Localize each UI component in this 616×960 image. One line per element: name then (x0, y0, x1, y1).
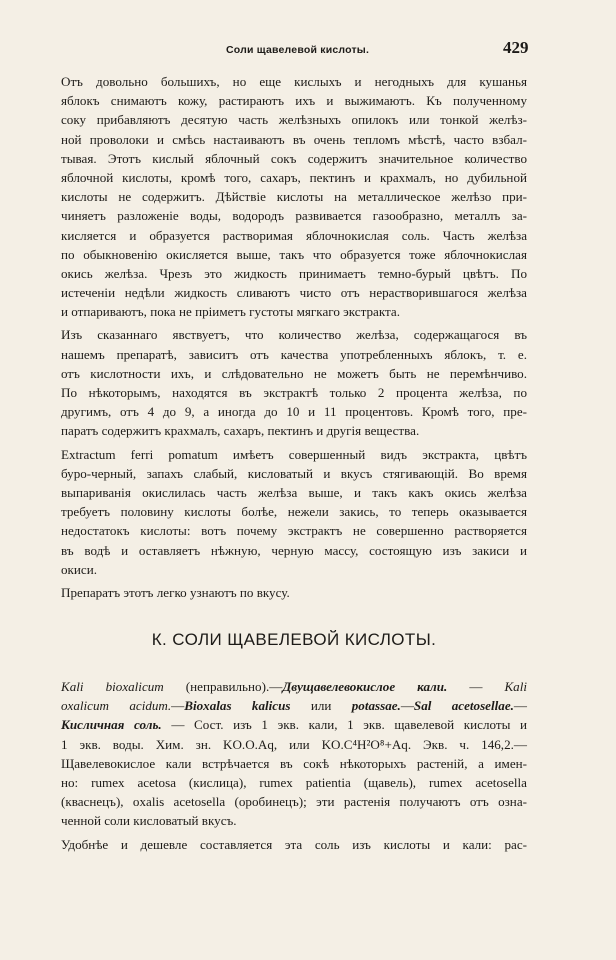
text-line: нашемъ препаратѣ, зависитъ отъ качества употребленныхъ яблокъ, т. е. (61, 346, 527, 362)
russian-term: Двущавелевокислое кали. (282, 679, 448, 695)
latin-term: Kali bioxalicum (61, 679, 164, 695)
text-line: недостатокъ кислоты: вотъ почему экстрактъ не совершенно растворяется (61, 523, 527, 539)
section-heading: К. СОЛИ ЩАВЕЛЕВОЙ КИСЛОТЫ. (151, 630, 437, 650)
text-line: и отпариваютъ, пока не пріиметъ густоты мягкаго экстракта. (61, 304, 401, 320)
text-line: ной проволоки и смѣсь настаиваютъ въ очень тепломъ мѣстѣ, часто взбал- (61, 131, 527, 147)
text-line: Отъ довольно большихъ, но еще кислыхъ и негодныхъ для кушанья (61, 74, 527, 89)
latin-term: Bioxalas kalicus (184, 698, 291, 714)
text-line: Kali bioxalicum (неправильно).—Двущавелевокислое кали. — Kali (61, 679, 528, 695)
text-line: но: rumex acetosa (кислица), rumex patientia (щавель), rumex acetosella (61, 775, 527, 790)
latin-term: Kali (504, 679, 528, 695)
text-line: кислоты не содержитъ. Дѣйствіе кислоты на металлическое желѣзо при- (61, 189, 527, 205)
text-line: требуетъ половину кислоты болѣе, нежели закись, то теперь оказывается (61, 504, 527, 520)
latin-term: Sal acetosellae. (413, 698, 514, 714)
text-line: Extractum ferri pomatum имѣетъ совершенный видъ экстракта, цвѣтъ (61, 446, 527, 462)
paragraph-3 (61, 445, 527, 579)
text-line: выпариванія окислилась часть желѣза выше, и такъ какъ окись желѣза (61, 484, 527, 500)
page-body (61, 72, 527, 854)
text-line: буро-черный, запахъ слабый, кисловатый и вкусъ стягивающій. Во время (61, 465, 527, 481)
text-line: окись желѣза. Чрезъ это жидкость принимаетъ темно-бурый цвѣтъ. По (61, 265, 527, 281)
text-line: соку прибавляютъ десятую часть желѣзныхъ опилокъ или тонкой желѣз- (61, 112, 527, 128)
text-line: oxalicum acidum.—Bioxalas kalicus или potassae.—Sal acetosellae.— (61, 698, 527, 714)
text-line: 1 экв. воды. Хим. зн. KO.O.Aq, или KO.C⁴H²O⁸+Aq. Экв. ч. 146,2.— (61, 736, 527, 752)
latin-term: potassae. (351, 698, 401, 714)
text-line: кисляется и образуется растворимая яблочнокислая соль. Часть желѣза (61, 227, 527, 243)
running-title: Соли щавелевой кислоты. (226, 44, 370, 56)
text-line: Щавелевокислое кали встрѣчается въ сокѣ нѣкоторыхъ растеній, а имен- (61, 755, 527, 771)
text-line: По нѣкоторымъ, находятся въ экстрактѣ только 2 процента желѣза, по (61, 385, 527, 400)
text-line: паратъ содержитъ крахмалъ, сахаръ, пектинъ и другія вещества. (61, 423, 420, 439)
paragraph-4 (61, 583, 527, 602)
text-line: тывая. Этотъ кислый яблочный сокъ содержитъ значительное количество (61, 150, 527, 166)
text-line: Изъ сказаннаго явствуетъ, что количество желѣза, содержащагося въ (61, 327, 527, 343)
text-line: окиси. (61, 561, 98, 577)
page-header (0, 38, 616, 60)
text-line: Кисличная соль. — Сост. изъ 1 экв. кали, 1 экв. щавелевой кислоты и (61, 717, 527, 733)
paragraph-1 (61, 72, 527, 321)
paragraph-5 (61, 677, 527, 831)
russian-term: Кисличная соль. (61, 717, 162, 733)
text-line: истеченіи недѣли жидкость сливаютъ чисто отъ нерастворившагося желѣза (61, 285, 527, 301)
text-line: чиняетъ разложеніе воды, водородъ развивается газообразно, металлъ за- (61, 208, 527, 224)
text-line: по обыкновенію окисляется выше, такъ что образуется тоже яблочнокислая (61, 246, 527, 262)
text-line: Препаратъ этотъ легко узнаютъ по вкусу. (61, 584, 290, 600)
text-line: (кваснецъ), oxalis acetosella (оробинецъ); эти растенія получаютъ отъ озна- (61, 794, 527, 810)
page-number: 429 (503, 38, 529, 57)
text-line: яблочной кислоты, кромѣ того, сахаръ, пектинъ и крахмалъ, но дубильной (61, 169, 527, 185)
paragraph-2 (61, 325, 527, 440)
text-line: отъ кислотности ихъ, и слѣдовательно не можетъ быть не перемѣнчиво. (61, 365, 527, 381)
text-line: Удобнѣе и дешевле составляется эта соль изъ кислоты и кали: рас- (61, 836, 527, 852)
text-line: ченной соли кисловатый вкусъ. (61, 813, 237, 829)
latin-term: oxalicum acidum. (61, 698, 172, 714)
text-line: яблокъ снимаютъ кожу, растираютъ ихъ и выжимаютъ. Къ полученному (61, 93, 527, 109)
text-line: въ водѣ и оставляетъ нѣжную, черную массу, состоящую изъ закиси и (61, 542, 527, 558)
text-line: другимъ, отъ 4 до 9, а иногда до 10 и 11 процентовъ. Кромѣ того, пре- (61, 404, 527, 420)
paragraph-6 (61, 835, 527, 854)
